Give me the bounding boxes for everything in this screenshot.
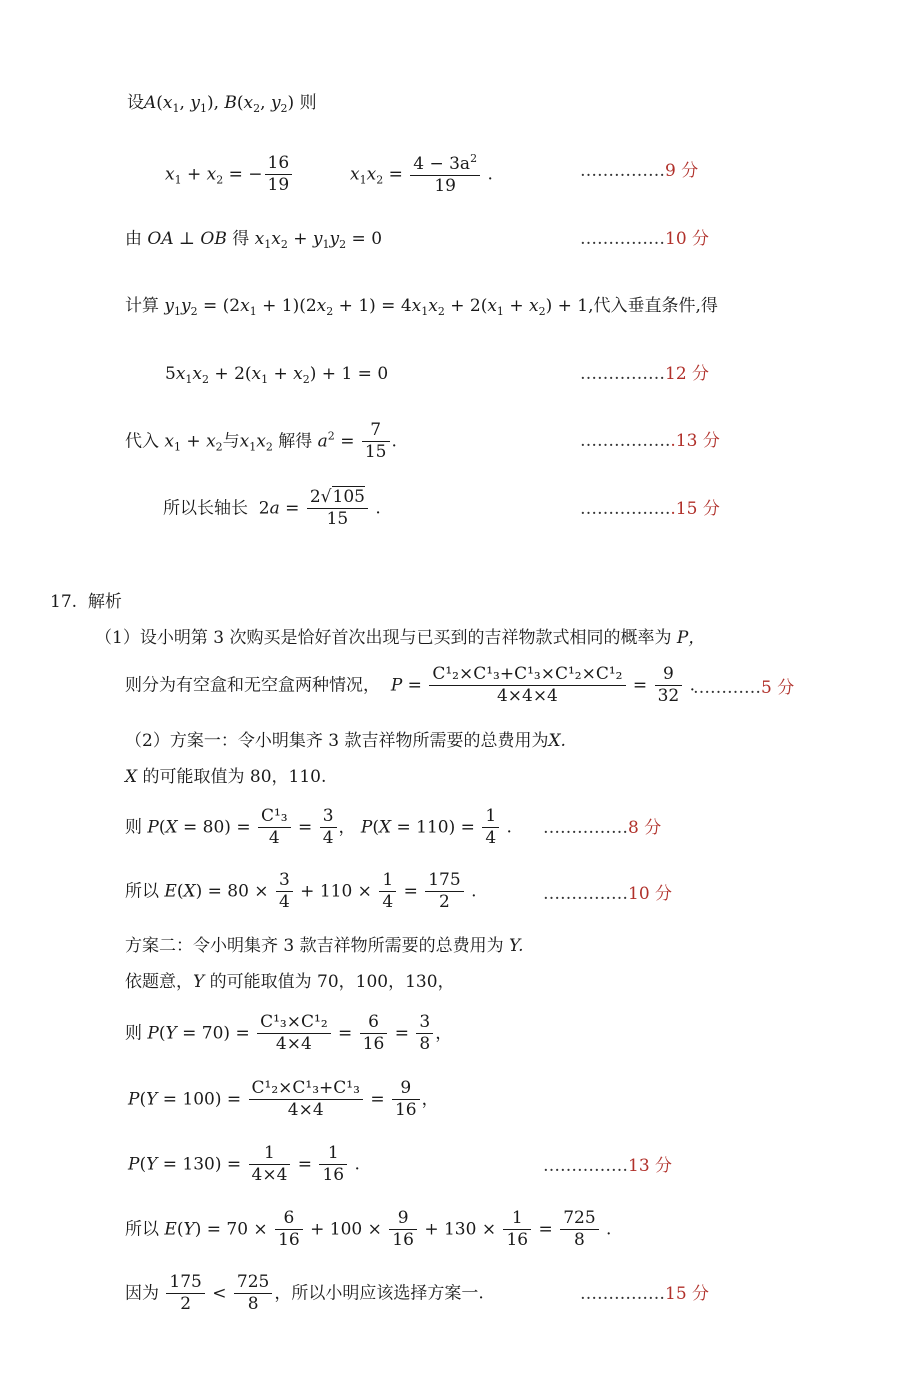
px-line: 则 P(X = 80) = $\frac{\text{C¹₃}}{4}$ = $\frac{3}{4}$ ， P(X = 110) = $\frac{1}{4}$ . [125, 806, 512, 849]
solve-line: 代入 $x_1 + x_2$与$x_1x_2$ 解得 $a^2$ = $\frac{7}{15}$ . [125, 420, 397, 463]
ex-line: 所以 E(X) = 80 × $\frac{3}{4}$ + 110 × $\frac{1}{4}$ = $\frac{175}{2}$ . [125, 870, 477, 913]
fraction: $\frac{\text{C¹₃×C¹₂}}{4\times 4}$ [257, 1012, 331, 1056]
score-8: ……………8 分 [543, 818, 662, 838]
fraction: $\frac{725}{8}$ [560, 1208, 598, 1252]
score-10a: ……………10 分 [580, 229, 710, 249]
score-13b: ……………13 分 [543, 1156, 673, 1176]
fraction: $\frac{\text{C¹₂×C¹₃+C¹₃}}{4\times 4}$ [249, 1078, 363, 1122]
y-values: 依题意，Y 的可能取值为 70，100，130， [125, 972, 455, 992]
fraction: $\frac{4 - 3a^2}{19}$ [410, 152, 480, 198]
fraction: $\frac{175}{2}$ [425, 870, 463, 914]
fraction: $\frac{9}{16}$ [392, 1078, 420, 1122]
problem-17-heading: 17. 解析 [50, 592, 122, 612]
q1-intro: （1）设小明第 3 次购买是恰好首次出现与已买到的吉祥物款式相同的概率为 P， [95, 628, 706, 648]
q1-cases: 则分为有空盒和无空盒两种情况， P = $\frac{\text{C¹₂×C¹₃+C¹₃×C¹₂×C¹₂}}{4\times 4\times 4}$ = $\frac{9}{32}$ . [125, 664, 696, 707]
fraction: $\frac{9}{32}$ [655, 664, 683, 708]
fraction: $\frac{1}{4}$ [482, 806, 499, 850]
fraction: $\frac{1}{16}$ [319, 1143, 347, 1187]
score-10b: ……………10 分 [543, 884, 673, 904]
compute-line: 计算 $y_1y_2 = (2x_1 + 1)(2x_2 + 1) = 4x_1x_2 + 2(x_1 + x_2) + 1$,代入垂直条件,得 [125, 296, 718, 318]
fraction: $\frac{1}{16}$ [503, 1208, 531, 1252]
score-12: ……………12 分 [580, 364, 710, 384]
fraction: $\frac{3}{8}$ [416, 1012, 433, 1056]
score-13a: ……………..13 分 [580, 431, 720, 451]
vieta-line: $x_1 + x_2$ = − $\frac{16}{19}$ $x_1x_2$ = $\frac{4 - 3a^2}{19}$ . [165, 152, 493, 197]
fraction: $\frac{1}{4}$ [379, 870, 396, 914]
ey-line: 所以 E(Y) = 70 × $\frac{6}{16}$ + 100 × $\frac{9}{16}$ + 130 × $\frac{1}{16}$ = $\frac{725}{8}$ . [125, 1208, 612, 1251]
fraction: $\frac{9}{16}$ [389, 1208, 417, 1252]
py130-line: P(Y = 130) = $\frac{1}{4\times 4}$ = $\frac{1}{16}$ . [128, 1143, 360, 1186]
set-points-line: 设$A(x_1$, $y_1$), $B(x_2$, $y_2$) 则 [127, 93, 317, 115]
fraction: $\frac{3}{4}$ [320, 806, 337, 850]
x-values: X 的可能取值为 80，110. [125, 767, 327, 787]
score-15a: ……………..15 分 [580, 499, 720, 519]
fraction: $\frac{725}{8}$ [234, 1272, 272, 1316]
py70-line: 则 P(Y = 70) = $\frac{\text{C¹₃×C¹₂}}{4\times 4}$ = $\frac{6}{16}$ = $\frac{3}{8}$ ， [125, 1012, 453, 1055]
q2-plan1: （2）方案一：令小明集齐 3 款吉祥物所需要的总费用为X. [125, 731, 566, 751]
fraction: $\frac{16}{19}$ [265, 153, 293, 197]
fraction: $\frac{6}{16}$ [275, 1208, 303, 1252]
fraction: $\frac{\text{C¹₂×C¹₃+C¹₃×C¹₂×C¹₂}}{4\times 4\times 4}$ [429, 664, 625, 708]
score-9: ……………9 分 [580, 161, 699, 181]
fraction: $\frac{6}{16}$ [360, 1012, 388, 1056]
score-5: …………5 分 [693, 678, 795, 698]
fraction: $\frac{7}{15}$ [362, 420, 390, 464]
fraction: $\frac{\text{C¹₃}}{4}$ [258, 806, 291, 850]
fraction: $\frac{175}{2}$ [166, 1272, 204, 1316]
fraction: $\frac{2√105}{15}$ [307, 487, 368, 531]
plan2: 方案二：令小明集齐 3 款吉祥物所需要的总费用为 Y. [125, 936, 524, 956]
condition-line: $5x_1x_2 + 2(x_1 + x_2) + 1 = 0$ [165, 364, 389, 386]
fraction: $\frac{1}{4\times 4}$ [249, 1143, 291, 1187]
conclusion-line: 因为 $\frac{175}{2}$ < $\frac{725}{8}$ ，所以小明应该选择方案一. [125, 1272, 484, 1315]
major-axis-line: 所以长轴长 2a = $\frac{2√105}{15}$ . [163, 487, 381, 530]
py100-line: P(Y = 100) = $\frac{\text{C¹₂×C¹₃+C¹₃}}{4\times 4}$ = $\frac{9}{16}$ ， [128, 1078, 439, 1121]
fraction: $\frac{3}{4}$ [276, 870, 293, 914]
perpendicular-line: 由 OA ⊥ OB 得 $x_1x_2 + y_1y_2 = 0$ [125, 229, 383, 251]
score-15b: ……………15 分 [580, 1284, 710, 1304]
